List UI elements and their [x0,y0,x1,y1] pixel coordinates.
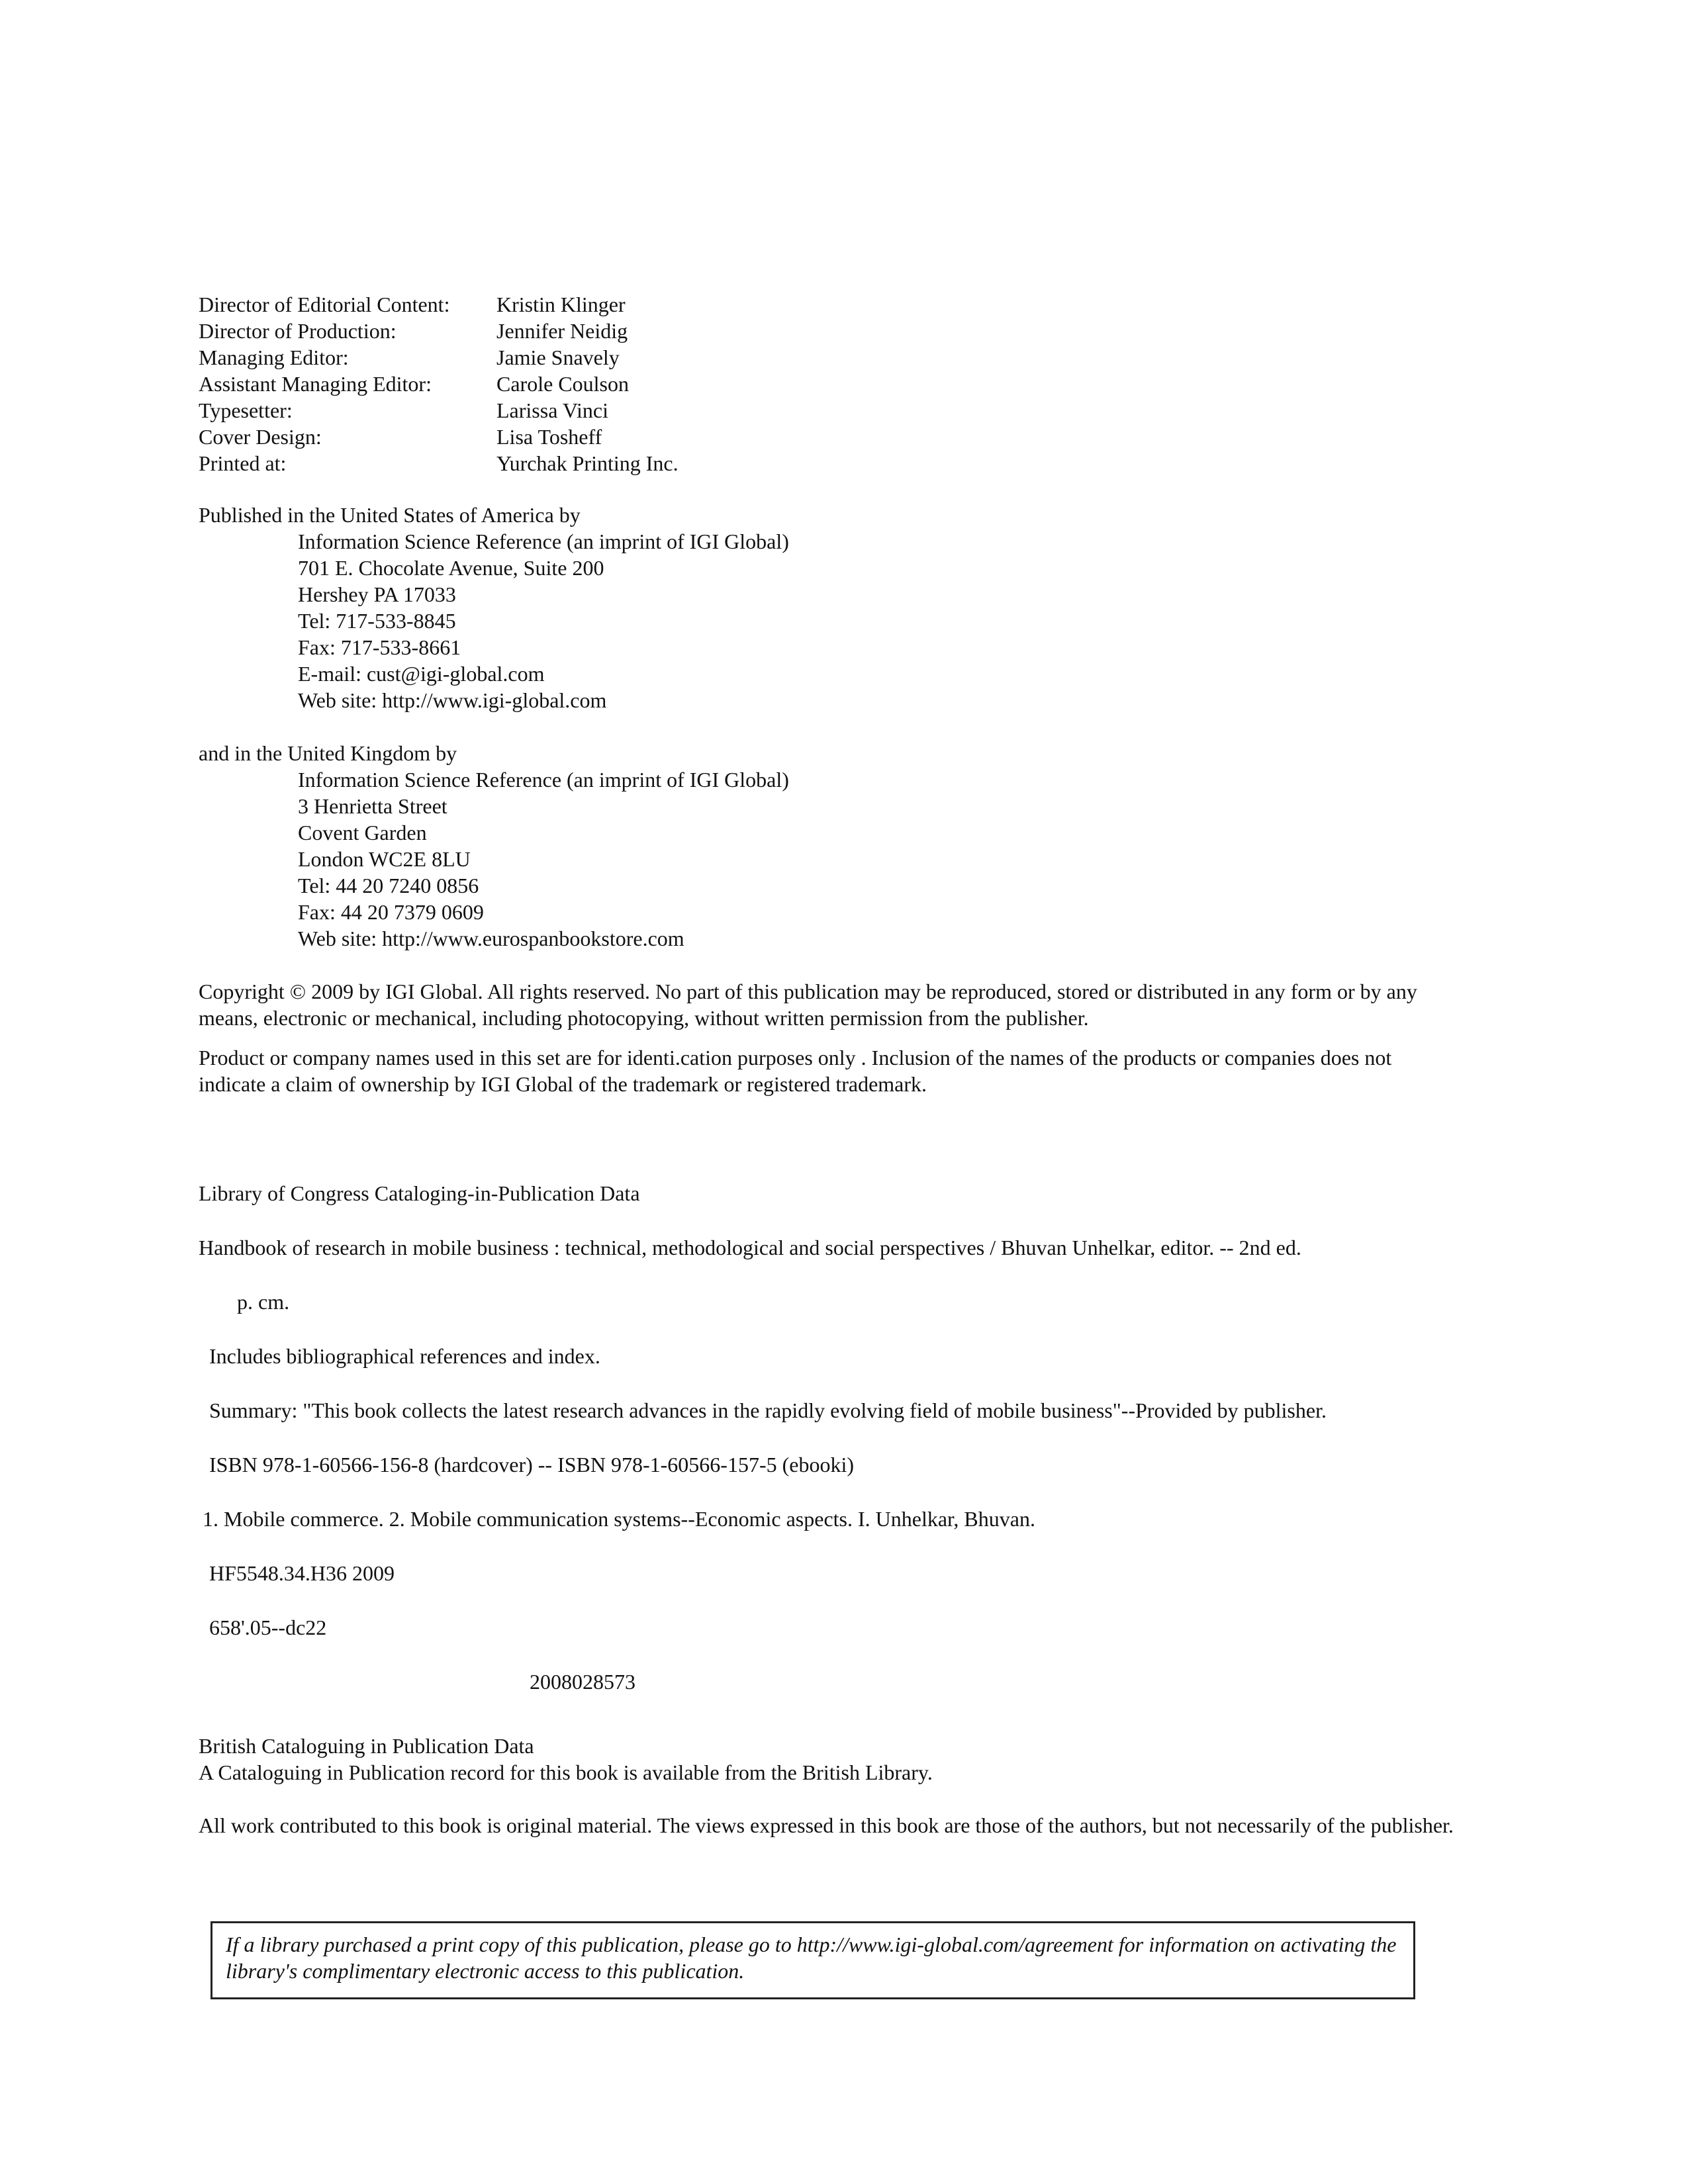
copyright-block [199,978,1456,1111]
credit-row [199,397,1456,424]
uk-publisher-line: 3 Henrietta Street [298,794,447,818]
credit-name: Lisa Tosheff [496,425,602,449]
credit-name: Jamie Snavely [496,345,620,369]
us-publisher-website: Web site: http://www.igi-global.com [298,688,607,712]
credits-list [199,291,1456,477]
credit-role: Typesetter: [199,398,293,422]
cip-heading: Library of Congress Cataloging-in-Publication Data [199,1181,640,1205]
cip-subjects: 1. Mobile commerce. 2. Mobile communication systems--Economic aspects. I. Unhelkar, Bhuvan. [203,1507,1035,1531]
us-publisher-heading: Published in the United States of America by [199,503,581,527]
cip-summary: Summary: "This book collects the latest research advances in the rapidly evolving field of mobile business"--Provided by publisher. [209,1398,1327,1422]
uk-publisher-line: Information Science Reference (an imprint of IGI Global) [298,768,789,792]
credit-row [199,318,1456,344]
cip-isbn: ISBN 978-1-60566-156-8 (hardcover) -- ISBN 978-1-60566-157-5 (ebooki) [209,1453,855,1477]
credit-role: Assistant Managing Editor: [199,372,432,396]
uk-publisher-block [199,740,1456,952]
cip-block [199,1180,1456,1695]
british-cip-heading: British Cataloguing in Publication Data [199,1734,534,1758]
uk-publisher-line: London WC2E 8LU [298,847,471,871]
credit-name: Carole Coulson [496,372,629,396]
us-publisher-email: E-mail: cust@igi-global.com [298,662,545,686]
trademark-statement: Product or company names used in this set are for identi.cation purposes only . Inclusion of the names of the products or companies does not indicate a claim of ownership by IGI Global of the trademark or registered trademark. [199,1046,1392,1096]
us-publisher-line: Hershey PA 17033 [298,582,456,606]
credit-name: Jennifer Neidig [496,319,628,343]
credit-row [199,371,1456,397]
uk-publisher-line: Fax: 44 20 7379 0609 [298,900,484,924]
us-publisher-line: Tel: 717-533-8845 [298,609,456,633]
cip-title: Handbook of research in mobile business : technical, methodological and social perspectives / Bhuvan Unhelkar, editor. -- 2nd ed. [199,1236,1301,1259]
cip-dewey: 658'.05--dc22 [209,1615,327,1639]
copyright-statement: Copyright © 2009 by IGI Global. All rights reserved. No part of this publication may be reproduced, stored or distributed in any form or by any means, electronic or mechanical, including photocopying, without written permission from the publisher. [199,979,1417,1030]
us-publisher-block [199,502,1456,713]
us-publisher-line: Information Science Reference (an imprint of IGI Global) [298,529,789,553]
credit-row [199,450,1456,477]
british-cip-block [199,1733,1456,1852]
credit-row [199,424,1456,450]
credit-name: Kristin Klinger [496,293,626,316]
credit-role: Cover Design: [199,425,322,449]
us-publisher-line: Fax: 717-533-8661 [298,635,461,659]
cip-lc-class: HF5548.34.H36 2009 [209,1561,395,1585]
cip-includes: Includes bibliographical references and index. [209,1344,600,1368]
uk-publisher-heading: and in the United Kingdom by [199,741,457,765]
uk-publisher-line: Covent Garden [298,821,427,844]
uk-publisher-line: Tel: 44 20 7240 0856 [298,874,479,897]
cip-physical: p. cm. [237,1290,290,1314]
credit-name: Yurchak Printing Inc. [496,451,679,475]
cip-lccn: 2008028573 [530,1670,635,1694]
british-cip-text: A Cataloguing in Publication record for this book is available from the British Library. [199,1760,933,1784]
uk-publisher-website: Web site: http://www.eurospanbookstore.com [298,927,684,950]
credit-row [199,344,1456,371]
credit-role: Managing Editor: [199,345,349,369]
library-access-notice: If a library purchased a print copy of this publication, please go to http://www.igi-global.com/agreement for information on activating the library's complimentary electronic access to this publication. [211,1921,1415,1999]
credit-name: Larissa Vinci [496,398,608,422]
original-material-statement: All work contributed to this book is original material. The views expressed in this book are those of the authors, but not necessarily of the publisher. [199,1813,1454,1837]
credit-role: Printed at: [199,451,287,475]
us-publisher-line: 701 E. Chocolate Avenue, Suite 200 [298,556,604,580]
credit-row [199,291,1456,318]
credit-role: Director of Production: [199,319,397,343]
credit-role: Director of Editorial Content: [199,293,450,316]
